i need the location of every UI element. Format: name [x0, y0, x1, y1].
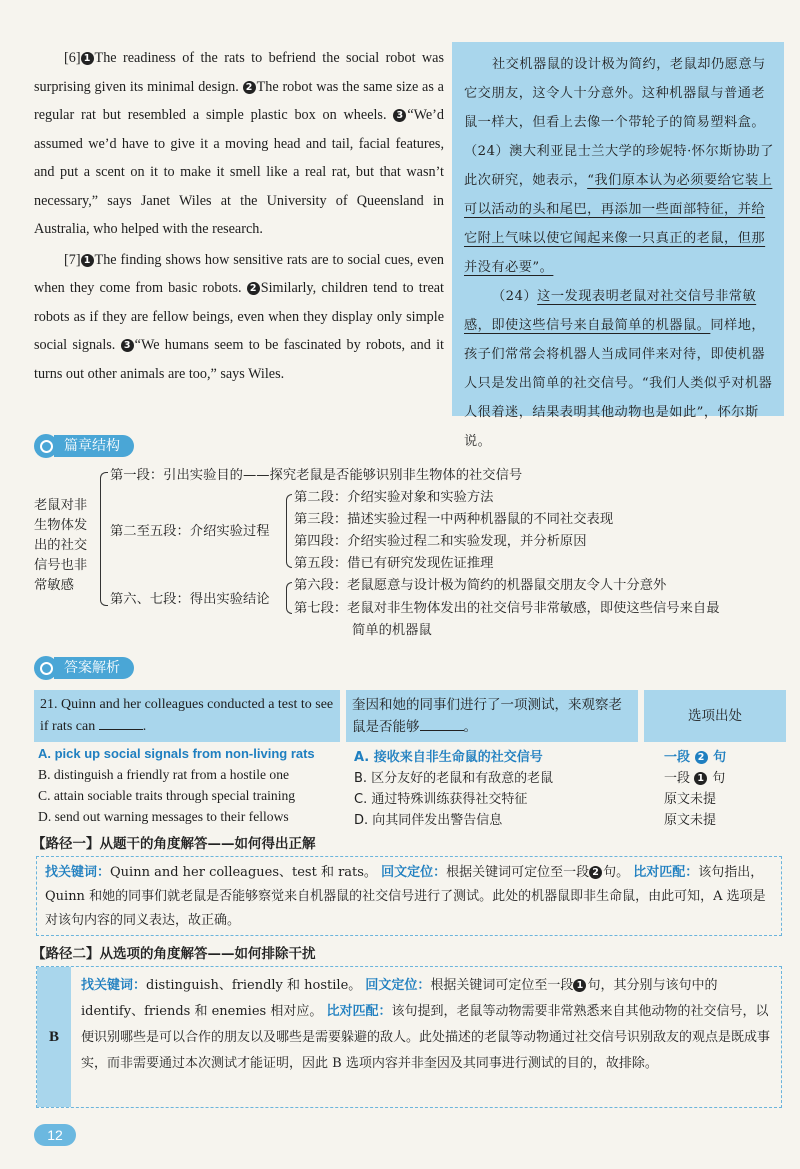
answer-blank — [99, 716, 143, 730]
structure-item: 第二段：介绍实验对象和实验方法 — [294, 490, 494, 505]
sentence-marker: 2 — [243, 81, 256, 94]
sentence-marker: 1 — [694, 772, 707, 785]
sentence-marker: 3 — [393, 109, 406, 122]
structure-item: 简单的机器鼠 — [352, 623, 432, 638]
option-b: B. distinguish a friendly rat from a hostile one B. 区分友好的老鼠和有敌意的老鼠 一段 1 句 — [38, 767, 726, 786]
answer-header: 答案解析 — [34, 656, 134, 680]
sentence-marker: 1 — [81, 254, 94, 267]
sentence-marker: 2 — [589, 866, 602, 879]
page-number: 12 — [34, 1124, 76, 1146]
structure-item: 第六段：老鼠愿意与设计极为简约的机器鼠交朋友令人十分意外 — [294, 578, 667, 593]
structure-root: 老鼠对非 生物体发 出的社交 信号也非 常敏感 — [34, 498, 88, 593]
option-letter: B — [37, 967, 71, 1107]
question-chinese: 奎因和她的同事们进行了一项测试，来观察老鼠是否能够 。 — [346, 690, 638, 742]
branch-2-brace — [286, 494, 292, 568]
paragraph-7: [7] 1 The finding shows how sensitive rats are to social cues, even when they come from basic robots. 2 Similarly, children tend to treat robots as if they are fellow beings, even when they display only simple social signals. 3 “We humans seem to be fascinated by robots, and it turns out other animals are too,” says Wiles. — [34, 251, 444, 382]
sentence-marker: 2 — [695, 751, 708, 764]
structure-branch-3: 第六、七段：得出实验结论 — [110, 592, 270, 607]
sentence-marker: 3 — [121, 339, 134, 352]
structure-item: 第七段：老鼠对非生物体发出的社交信号非常敏感，即使这些信号来自最 — [294, 601, 720, 616]
sentence-marker: 2 — [247, 282, 260, 295]
magnifier-icon — [34, 656, 58, 680]
structure-item: 第五段：借已有研究发现佐证推理 — [294, 556, 494, 571]
structure-item: 第四段：介绍实验过程二和实验发现，并分析原因 — [294, 534, 587, 549]
chinese-translation — [452, 42, 784, 449]
sentence-marker: 1 — [573, 979, 586, 992]
sentence-marker: 1 — [81, 52, 94, 65]
structure-item: 第三段：描述实验过程一中两种机器鼠的不同社交表现 — [294, 512, 614, 527]
translation-paragraph-6: 社交机器鼠的设计极为简约，老鼠却仍愿意与它交朋友，这令人十分意外。这种机器鼠与普通老鼠一样大，但看上去像一个带轮子的简易塑料盒。（24）澳大利亚昆士兰大学的珍妮特·怀尔斯协助了此次研究，她表示，“我们原本认为必须要给它装上可以活动的头和尾巴，再添加一些面部特征，并给它附上气味以使它闻起来像一只真正的老鼠，但那并没有必要”。 — [464, 57, 774, 275]
root-brace — [100, 472, 108, 606]
source-header: 选项出处 — [644, 690, 786, 742]
question-english: 21. Quinn and her colleagues conducted a test to see if rats can . — [34, 690, 340, 742]
option-a: A. pick up social signals from non-living rats A. 接收来自非生命鼠的社交信号 一段 2 句 — [38, 746, 727, 765]
question-header-row — [34, 690, 786, 742]
english-passage — [34, 44, 444, 390]
translation-paragraph-7: （24）这一发现表明老鼠对社交信号非常敏感，即使这些信号来自最简单的机器鼠。同样地，孩子们常常会将机器人当成同伴来对待，即使机器人只是发出简单的社交信号。“我们人类似乎对机器人很着迷，结果表明其他动物也是如此”，怀尔斯说。 — [464, 289, 773, 449]
option-d: D. send out warning messages to their fellows D. 向其同伴发出警告信息 原文未提 — [38, 809, 717, 828]
structure-branch-1: 第一段：引出实验目的——探究老鼠是否能够识别非生物体的社交信号 — [110, 468, 523, 483]
structure-header: 篇章结构 — [34, 434, 134, 458]
path-2-box: B 找关键词：distinguish、friendly 和 hostile。 回文定位：根据关键词可定位至一段 1 句，其分别与该句中的 identify、friends 和 enemies 相对应。 比对匹配：该句提到，老鼠等动物需要非常熟悉来自其他动物的社交信号，以便识别哪些是可以合作的朋友以及哪些是需要躲避的敌人。此处描述的老鼠等动物通过社交信号识别敌友的观点是既成事实，而非需要通过本次测试才能证明，因此 B 选项内容并非奎因及其同事进行测试的目的，故排除。 — [36, 966, 782, 1108]
question-table — [34, 690, 786, 830]
branch-3-brace — [286, 582, 292, 614]
answer-blank — [420, 717, 464, 731]
structure-branch-2: 第二至五段：介绍实验过程 — [110, 524, 270, 539]
structure-diagram — [30, 464, 770, 644]
paragraph-6: [6] 1 The readiness of the rats to befriend the social robot was surprising given its minimal design. 2 The robot was the same size as a regular rat but resembled a simple plastic box on wheels. 3 “We’d assumed we’d have to give it a moving head and tail, facial features, and put a scent on it to make it smell like a real rat, but that wasn’t necessary,” says Janet Wiles at the University of Queensland in Australia, who helped with the research. — [34, 50, 444, 237]
path-1-box: 找关键词：Quinn and her colleagues、test 和 rats。 回文定位：根据关键词可定位至一段 2 句。 比对匹配：该句指出，Quinn 和她的同事们就老鼠是否能够察觉来自机器鼠的社交信号进行了测试。此处的机器鼠即非生命鼠，由此可知，A 选项是对该句内容的同义表达，故正确。 — [36, 856, 782, 936]
magnifier-icon — [34, 434, 58, 458]
option-c: C. attain sociable traits through special training C. 通过特殊训练获得社交特征 原文未提 — [38, 788, 717, 807]
path-2-title: 【路径二】从选项的角度解答——如何排除干扰 — [32, 946, 316, 962]
path-1-title: 【路径一】从题干的角度解答——如何得出正解 — [32, 836, 316, 852]
